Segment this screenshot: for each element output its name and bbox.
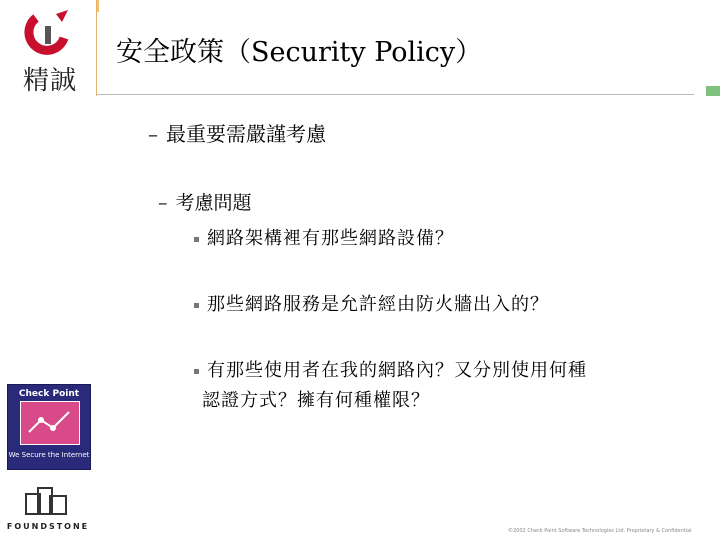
slide-title: 安全政策（Security Policy） xyxy=(116,37,483,68)
point-1-text: 最重要需嚴謹考慮 xyxy=(166,122,326,146)
bullet-2-text: 那些網路服務是允許經由防火牆出入的？ xyxy=(207,294,549,315)
bullet-3 xyxy=(194,356,587,382)
title-divider xyxy=(96,94,694,95)
point-2-text: 考慮問題 xyxy=(175,192,252,214)
sidebar xyxy=(0,0,96,540)
foundstone-text: FOUNDSTONE xyxy=(6,522,90,531)
badge-screen-icon xyxy=(20,401,80,445)
corner-accent xyxy=(706,86,720,96)
top-accent xyxy=(97,0,99,12)
point-1 xyxy=(148,118,326,147)
bullet-2 xyxy=(194,290,549,316)
footer-copyright: ©2002 Check Point Software Technologies Ltd. Proprietary & Confidential xyxy=(508,528,692,534)
bullet-3-text: 有那些使用者在我的網路內？又分別使用何種 xyxy=(207,360,587,381)
badge-title: Check Point xyxy=(18,389,80,399)
bullet-3-continued: 認證方式？擁有何種權限？ xyxy=(202,390,430,411)
bullet-icon xyxy=(194,303,199,308)
bullet-1-text: 網路架構裡有那些網路設備？ xyxy=(207,228,454,249)
sidebar-divider xyxy=(96,0,97,96)
bullet-icon xyxy=(194,237,199,242)
point-2 xyxy=(158,188,252,215)
foundstone-logo-icon xyxy=(22,484,72,518)
dash-icon: – xyxy=(158,192,168,214)
dash-icon: – xyxy=(148,122,158,146)
bullet-1 xyxy=(194,224,454,250)
checkpoint-badge xyxy=(7,384,91,470)
logo-text: 精誠 xyxy=(22,66,77,96)
badge-tagline: We Secure the Internet xyxy=(8,451,90,459)
bullet-icon xyxy=(194,369,199,374)
